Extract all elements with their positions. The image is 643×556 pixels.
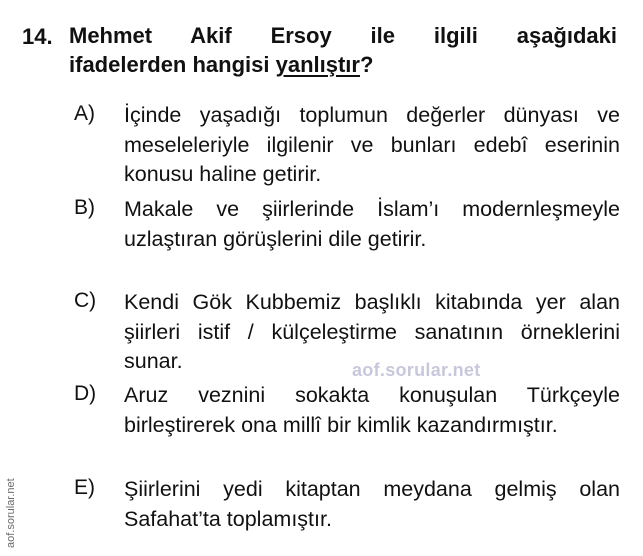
option-text: Şiirlerini yedi kitaptan meydana gelmiş olan Safahat’ta toplamıştır. [124, 477, 620, 531]
negative-keyword: yanlıştır [275, 52, 360, 77]
option-text: Kendi Gök Kubbemiz başlıklı kitabında yer alan şiirleri istif / külçeleştirme sanatının örneklerini sunar. [124, 290, 620, 373]
option-text: İçinde yaşadığı toplumun değerler dünyası ve meseleleriyle ilgilenir ve bunları edebî eserinin konusu haline getirir. [124, 103, 620, 186]
question-mark: ? [359, 52, 374, 77]
option-label: D) [74, 382, 97, 405]
option-label: E) [74, 476, 95, 499]
option-label: C) [74, 289, 97, 312]
option-text: Aruz veznini sokakta konuşulan Türkçeyle birleştirerek ona millî bir kimlik kazandırmıştır. [124, 383, 620, 437]
option-label: B) [74, 196, 95, 219]
question-stem-line2: ifadelerden hangisi [69, 52, 276, 77]
question-stem-line1: Mehmet Akif Ersoy ile ilgili aşağıdaki [69, 23, 617, 48]
option-label: A) [74, 102, 95, 125]
question-number: 14. [22, 24, 53, 49]
question-stem [69, 21, 617, 79]
option-text: Makale ve şiirlerinde İslam’ı modernleşmeyle uzlaştıran görüşlerini dile getirir. [124, 197, 620, 251]
watermark: aof.sorular.net [352, 360, 481, 380]
side-watermark: aof.sorular.net [5, 478, 17, 548]
